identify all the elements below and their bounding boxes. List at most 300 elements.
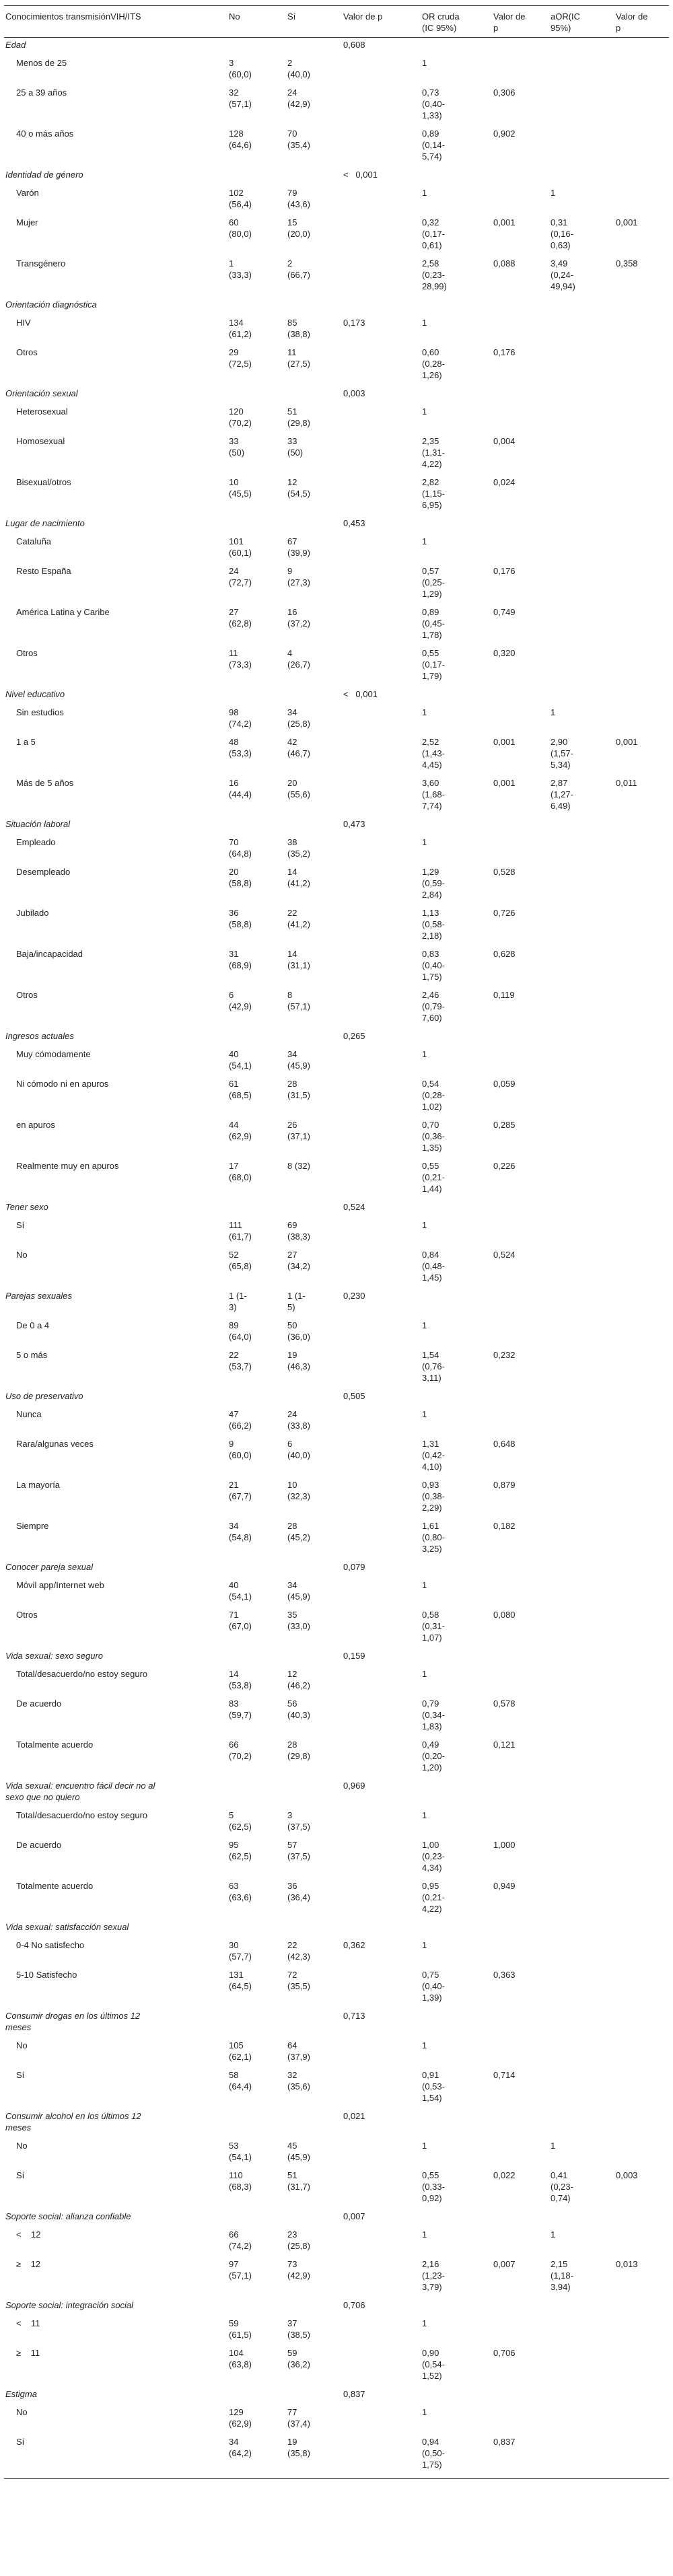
cell-or: 1 [422, 1409, 427, 1419]
cell-si: 72 (35,5) [287, 1970, 310, 1991]
cell-pvalue: 0,505 [343, 1391, 365, 1401]
cell-si: 79 (43,6) [287, 188, 310, 209]
row-label: Bisexual/otros [16, 477, 71, 487]
row-label: No [16, 2407, 28, 2417]
cell-no: 66 (70,2) [229, 1740, 252, 1761]
cell-or: 2,58 (0,23- 28,99) [422, 258, 447, 291]
cell-pvalue-or: 1,000 [493, 1840, 516, 1850]
row-label: De acuerdo [16, 1840, 62, 1850]
cell-si: 24 (33,8) [287, 1409, 310, 1431]
section-label: Identidad de género [5, 170, 83, 180]
cell-pvalue: < 0,001 [343, 170, 378, 180]
cell-si: 28 (31,5) [287, 1079, 310, 1100]
cell-or: 0,58 (0,31- 1,07) [422, 1610, 445, 1643]
cell-si: 33 (50) [287, 436, 304, 458]
cell-no: 129 (62,9) [229, 2407, 252, 2429]
row-label: Otros [16, 648, 38, 658]
cell-or: 0,79 (0,34- 1,83) [422, 1698, 445, 1731]
cell-si: 38 (35,2) [287, 837, 310, 859]
cell-pvalue-or: 0,902 [493, 129, 516, 139]
row-label: 5 o más [16, 1350, 48, 1360]
cell-or: 0,94 (0,50- 1,75) [422, 2437, 445, 2470]
cell-si: 23 (25,8) [287, 2229, 310, 2251]
cell-or: 1 [422, 1940, 427, 1950]
cell-or: 1,61 (0,80- 3,25) [422, 1521, 445, 1554]
row-label: Cataluña [16, 536, 52, 546]
cell-no: 104 (63,8) [229, 2348, 252, 2369]
cell-or: 0,84 (0,48- 1,45) [422, 1250, 445, 1283]
cell-pvalue: 0,362 [343, 1940, 365, 1950]
cell-si: 1 (1- 5) [287, 1291, 306, 1312]
header-rule [4, 37, 669, 38]
cell-si: 22 (42,3) [287, 1940, 310, 1962]
row-label: Otros [16, 990, 38, 1000]
row-label: Empleado [16, 837, 56, 847]
cell-pvalue-or: 0,001 [493, 778, 516, 788]
cell-no: 40 (54,1) [229, 1049, 252, 1071]
row-label: No [16, 1250, 28, 1260]
cell-si: 27 (34,2) [287, 1250, 310, 1271]
row-label: Otros [16, 347, 38, 357]
cell-aor: 1 [551, 2229, 556, 2240]
row-label: Más de 5 años [16, 778, 74, 788]
cell-si: 2 (66,7) [287, 258, 310, 280]
cell-no: 105 (62,1) [229, 2040, 252, 2062]
row-label: No [16, 2040, 28, 2050]
cell-si: 73 (42,9) [287, 2259, 310, 2281]
cell-si: 45 (45,9) [287, 2141, 310, 2162]
cell-no: 33 (50) [229, 436, 245, 458]
cell-or: 1 [422, 2040, 427, 2050]
cell-or: 1 [422, 2141, 427, 2151]
cell-si: 12 (46,2) [287, 1669, 310, 1690]
row-label: Varón [16, 188, 39, 198]
cell-or: 1 [422, 707, 427, 717]
row-label: Sí [16, 2170, 25, 2180]
cell-no: 34 (54,8) [229, 1521, 252, 1542]
cell-or: 1 [422, 1669, 427, 1679]
row-label: Totalmente acuerdo [16, 1740, 94, 1750]
row-label: 0-4 No satisfecho [16, 1940, 85, 1950]
row-label: ≥ 11 [16, 2348, 40, 2358]
cell-pvalue: 0,173 [343, 318, 365, 328]
cell-pvalue: 0,608 [343, 40, 365, 50]
cell-pvalue-or: 0,022 [493, 2170, 516, 2180]
cell-pvalue-or: 0,749 [493, 607, 516, 617]
cell-or: 0,93 (0,38- 2,29) [422, 1480, 445, 1513]
row-label: < 12 [16, 2229, 41, 2240]
cell-si: 50 (36,0) [287, 1320, 310, 1342]
cell-no: 6 (42,9) [229, 990, 252, 1011]
cell-pvalue-or: 0,001 [493, 737, 516, 747]
section-label: Ingresos actuales [5, 1031, 74, 1041]
cell-si: 77 (37,4) [287, 2407, 310, 2429]
cell-si: 14 (31,1) [287, 949, 310, 970]
cell-pvalue-or: 0,879 [493, 1480, 516, 1490]
cell-pvalue: < 0,001 [343, 689, 378, 699]
section-label: Nivel educativo [5, 689, 65, 699]
section-label: Lugar de nacimiento [5, 518, 85, 528]
cell-si: 37 (38,5) [287, 2318, 310, 2340]
cell-no: 61 (68,5) [229, 1079, 252, 1100]
cell-no: 128 (64,6) [229, 129, 252, 150]
cell-si: 67 (39,9) [287, 536, 310, 558]
cell-pvalue: 0,453 [343, 518, 365, 528]
row-label: Mujer [16, 217, 38, 227]
row-label: en apuros [16, 1120, 55, 1130]
cell-pvalue-or: 0,306 [493, 87, 516, 98]
section-label: Vida sexual: encuentro fácil decir no al sexo que no quiero [5, 1781, 155, 1802]
row-label: Jubilado [16, 908, 49, 918]
cell-or: 0,89 (0,45- 1,78) [422, 607, 445, 640]
section-label: Tener sexo [5, 1202, 48, 1212]
cell-pvalue: 0,079 [343, 1562, 365, 1572]
row-label: La mayoría [16, 1480, 61, 1490]
cell-si: 57 (37,5) [287, 1840, 310, 1861]
cell-pvalue-aor: 0,011 [616, 778, 637, 788]
row-label: Menos de 25 [16, 58, 67, 68]
cell-pvalue: 0,713 [343, 2011, 365, 2021]
cell-no: 101 (60,1) [229, 536, 252, 558]
cell-si: 28 (45,2) [287, 1521, 310, 1542]
row-label: Siempre [16, 1521, 49, 1531]
cell-no: 52 (65,8) [229, 1250, 252, 1271]
row-label: 25 a 39 años [16, 87, 67, 98]
cell-or: 1 [422, 1810, 427, 1820]
cell-pvalue-or: 0,706 [493, 2348, 516, 2358]
section-label: Situación laboral [5, 819, 71, 829]
cell-si: 8 (32) [287, 1161, 310, 1171]
header-col-pvalue: Valor de p [343, 11, 383, 22]
row-label: Otros [16, 1610, 38, 1620]
row-label: Totalmente acuerdo [16, 1881, 94, 1891]
section-label: Vida sexual: satisfacción sexual [5, 1922, 129, 1932]
cell-no: 110 (68,3) [229, 2170, 252, 2192]
cell-no: 32 (57,1) [229, 87, 252, 109]
cell-pvalue: 0,473 [343, 819, 365, 829]
cell-no: 1 (1- 3) [229, 1291, 247, 1312]
header-col-or: OR cruda (IC 95%) [422, 11, 460, 33]
cell-no: 3 (60,0) [229, 58, 252, 79]
cell-pvalue-or: 0,285 [493, 1120, 516, 1130]
section-label: Soporte social: alianza confiable [5, 2211, 131, 2221]
cell-si: 34 (45,9) [287, 1049, 310, 1071]
cell-or: 2,82 (1,15- 6,95) [422, 477, 445, 510]
cell-aor: 3,49 (0,24- 49,94) [551, 258, 575, 291]
row-label: Sin estudios [16, 707, 64, 717]
cell-or: 1 [422, 406, 427, 417]
row-label: Heterosexual [16, 406, 68, 417]
cell-or: 1 [422, 837, 427, 847]
cell-pvalue: 0,003 [343, 388, 365, 398]
cell-or: 1,31 (0,42- 4,10) [422, 1439, 445, 1472]
header-col-si: Sí [287, 11, 296, 22]
cell-or: 0,32 (0,17- 0,61) [422, 217, 445, 250]
cell-or: 0,83 (0,40- 1,75) [422, 949, 445, 982]
cell-aor: 2,90 (1,57- 5,34) [551, 737, 573, 770]
cell-pvalue-or: 0,176 [493, 347, 516, 357]
cell-pvalue-or: 0,628 [493, 949, 516, 959]
cell-pvalue: 0,706 [343, 2300, 365, 2310]
cell-si: 16 (37,2) [287, 607, 310, 629]
cell-no: 10 (45,5) [229, 477, 252, 499]
cell-pvalue-or: 0,949 [493, 1881, 516, 1891]
cell-pvalue-aor: 0,013 [616, 2259, 638, 2269]
cell-aor: 0,41 (0,23- 0,74) [551, 2170, 573, 2203]
section-label: Parejas sexuales [5, 1291, 72, 1301]
cell-no: 5 (62,5) [229, 1810, 252, 1832]
cell-no: 40 (54,1) [229, 1580, 252, 1602]
cell-pvalue-or: 0,837 [493, 2437, 516, 2447]
cell-no: 9 (60,0) [229, 1439, 252, 1460]
row-label: No [16, 2141, 28, 2151]
cell-pvalue-or: 0,080 [493, 1610, 516, 1620]
row-label: Baja/incapacidad [16, 949, 83, 959]
cell-si: 6 (40,0) [287, 1439, 310, 1460]
cell-si: 19 (35,8) [287, 2437, 310, 2458]
top-rule [4, 5, 669, 6]
cell-si: 15 (20,0) [287, 217, 310, 239]
cell-si: 11 (27,5) [287, 347, 310, 369]
row-label: Transgénero [16, 258, 66, 269]
row-label: < 11 [16, 2318, 40, 2328]
cell-or: 0,57 (0,25- 1,29) [422, 566, 445, 599]
cell-pvalue: 0,837 [343, 2389, 365, 2399]
cell-or: 0,75 (0,40- 1,39) [422, 1970, 445, 2003]
cell-si: 28 (29,8) [287, 1740, 310, 1761]
cell-si: 20 (55,6) [287, 778, 310, 799]
cell-pvalue: 0,265 [343, 1031, 365, 1041]
row-label: Realmente muy en apuros [16, 1161, 119, 1171]
cell-or: 1,13 (0,58- 2,18) [422, 908, 445, 941]
cell-pvalue-or: 0,024 [493, 477, 516, 487]
cell-no: 27 (62,8) [229, 607, 252, 629]
cell-pvalue-or: 0,320 [493, 648, 516, 658]
cell-or: 1 [422, 536, 427, 546]
cell-si: 51 (29,8) [287, 406, 310, 428]
section-label: Orientación diagnóstica [5, 299, 97, 310]
cell-no: 131 (64,5) [229, 1970, 252, 1991]
cell-no: 111 (61,7) [229, 1220, 252, 1242]
cell-pvalue-aor: 0,358 [616, 258, 638, 269]
section-label: Vida sexual: sexo seguro [5, 1651, 104, 1661]
cell-no: 44 (62,9) [229, 1120, 252, 1141]
cell-no: 134 (61,2) [229, 318, 252, 339]
cell-or: 0,55 (0,21- 1,44) [422, 1161, 445, 1194]
cell-pvalue: 0,007 [343, 2211, 365, 2221]
cell-si: 22 (41,2) [287, 908, 310, 929]
cell-pvalue-or: 0,714 [493, 2070, 516, 2080]
cell-pvalue-or: 0,524 [493, 1250, 516, 1260]
cell-si: 69 (38,3) [287, 1220, 310, 1242]
cell-or: 2,35 (1,31- 4,22) [422, 436, 445, 469]
cell-aor: 1 [551, 188, 556, 198]
cell-si: 32 (35,6) [287, 2070, 310, 2091]
cell-or: 1 [422, 2407, 427, 2417]
section-label: Consumir alcohol en los últimos 12 meses [5, 2111, 141, 2133]
row-label: De 0 a 4 [16, 1320, 50, 1330]
cell-no: 47 (66,2) [229, 1409, 252, 1431]
section-label: Soporte social: integración social [5, 2300, 134, 2310]
row-label: Sí [16, 1220, 25, 1230]
row-label: Homosexual [16, 436, 65, 446]
row-label: 40 o más años [16, 129, 74, 139]
cell-pvalue-or: 0,232 [493, 1350, 516, 1360]
cell-or: 0,55 (0,17- 1,79) [422, 648, 445, 681]
row-label: Nunca [16, 1409, 42, 1419]
cell-si: 8 (57,1) [287, 990, 310, 1011]
cell-no: 30 (57,7) [229, 1940, 252, 1962]
cell-no: 53 (54,1) [229, 2141, 252, 2162]
cell-pvalue-or: 0,088 [493, 258, 516, 269]
cell-aor: 1 [551, 707, 556, 717]
cell-no: 98 (74,2) [229, 707, 252, 729]
row-label: ≥ 12 [16, 2259, 41, 2269]
section-label: Conocer pareja sexual [5, 1562, 94, 1572]
section-label: Uso de preservativo [5, 1391, 83, 1401]
cell-si: 34 (25,8) [287, 707, 310, 729]
cell-no: 22 (53,7) [229, 1350, 252, 1371]
cell-pvalue-or: 0,726 [493, 908, 516, 918]
section-label: Estigma [5, 2389, 37, 2399]
cell-si: 24 (42,9) [287, 87, 310, 109]
row-label: HIV [16, 318, 31, 328]
row-label: Resto España [16, 566, 71, 576]
cell-no: 59 (61,5) [229, 2318, 252, 2340]
cell-no: 95 (62,5) [229, 1840, 252, 1861]
cell-or: 0,55 (0,33- 0,92) [422, 2170, 445, 2203]
header-col-pvalue-or: Valor de p [493, 11, 526, 33]
cell-or: 0,49 (0,20- 1,20) [422, 1740, 445, 1773]
cell-no: 1 (33,3) [229, 258, 252, 280]
cell-or: 1 [422, 2318, 427, 2328]
cell-si: 9 (27,3) [287, 566, 310, 587]
cell-or: 0,95 (0,21- 4,22) [422, 1881, 445, 1914]
cell-or: 1 [422, 318, 427, 328]
header-col-pvalue-aor: Valor de p [616, 11, 648, 33]
cell-pvalue-or: 0,001 [493, 217, 516, 227]
cell-or: 0,91 (0,53- 1,54) [422, 2070, 445, 2103]
row-label: Muy cómodamente [16, 1049, 91, 1059]
cell-si: 4 (26,7) [287, 648, 310, 670]
cell-or: 1,00 (0,23- 4,34) [422, 1840, 445, 1873]
cell-pvalue-or: 0,648 [493, 1439, 516, 1449]
header-col-no: No [229, 11, 240, 22]
cell-pvalue: 0,021 [343, 2111, 365, 2121]
section-label: Consumir drogas en los últimos 12 meses [5, 2011, 141, 2032]
cell-no: 36 (58,8) [229, 908, 252, 929]
cell-no: 89 (64,0) [229, 1320, 252, 1342]
row-label: De acuerdo [16, 1698, 62, 1709]
cell-pvalue-or: 0,528 [493, 867, 516, 877]
cell-no: 11 (73,3) [229, 648, 252, 670]
cell-pvalue-or: 0,007 [493, 2259, 516, 2269]
cell-no: 14 (53,8) [229, 1669, 252, 1690]
cell-si: 26 (37,1) [287, 1120, 310, 1141]
cell-pvalue: 0,230 [343, 1291, 365, 1301]
row-label: América Latina y Caribe [16, 607, 110, 617]
cell-no: 66 (74,2) [229, 2229, 252, 2251]
cell-no: 20 (58,8) [229, 867, 252, 888]
cell-aor: 1 [551, 2141, 556, 2151]
cell-si: 36 (36,4) [287, 1881, 310, 1902]
cell-si: 35 (33,0) [287, 1610, 310, 1631]
cell-pvalue-or: 0,176 [493, 566, 516, 576]
cell-si: 42 (46,7) [287, 737, 310, 758]
cell-si: 14 (41,2) [287, 867, 310, 888]
cell-pvalue-or: 0,121 [493, 1740, 516, 1750]
cell-or: 2,46 (0,79- 7,60) [422, 990, 445, 1023]
cell-no: 60 (80,0) [229, 217, 252, 239]
cell-no: 48 (53,3) [229, 737, 252, 758]
cell-pvalue-aor: 0,001 [616, 737, 638, 747]
cell-pvalue-or: 0,578 [493, 1698, 516, 1709]
cell-no: 63 (63,6) [229, 1881, 252, 1902]
row-label: 1 a 5 [16, 737, 36, 747]
cell-pvalue-or: 0,226 [493, 1161, 516, 1171]
cell-no: 24 (72,7) [229, 566, 252, 587]
cell-or: 1,29 (0,59- 2,84) [422, 867, 445, 900]
cell-or: 0,60 (0,28- 1,26) [422, 347, 445, 380]
cell-si: 85 (38,8) [287, 318, 310, 339]
cell-or: 1 [422, 1049, 427, 1059]
cell-or: 0,73 (0,40- 1,33) [422, 87, 445, 120]
cell-pvalue-aor: 0,001 [616, 217, 638, 227]
cell-pvalue-or: 0,363 [493, 1970, 516, 1980]
cell-no: 29 (72,5) [229, 347, 252, 369]
cell-pvalue-or: 0,059 [493, 1079, 516, 1089]
row-label: Sí [16, 2070, 25, 2080]
cell-no: 70 (64,8) [229, 837, 252, 859]
cell-si: 51 (31,7) [287, 2170, 310, 2192]
row-label: 5-10 Satisfecho [16, 1970, 77, 1980]
cell-or: 0,54 (0,28- 1,02) [422, 1079, 445, 1112]
cell-or: 1 [422, 1320, 427, 1330]
cell-aor: 0,31 (0,16- 0,63) [551, 217, 573, 250]
cell-no: 97 (57,1) [229, 2259, 252, 2281]
cell-si: 70 (35,4) [287, 129, 310, 150]
cell-si: 59 (36,2) [287, 2348, 310, 2369]
cell-no: 120 (70,2) [229, 406, 252, 428]
cell-si: 3 (37,5) [287, 1810, 310, 1832]
cell-or: 1 [422, 2229, 427, 2240]
cell-si: 10 (32,3) [287, 1480, 310, 1501]
row-label: Total/desacuerdo/no estoy seguro [16, 1810, 148, 1820]
table-header [0, 0, 673, 43]
row-label: Sí [16, 2437, 25, 2447]
cell-no: 31 (68,9) [229, 949, 252, 970]
cell-or: 1 [422, 58, 427, 68]
cell-pvalue-aor: 0,003 [616, 2170, 638, 2180]
cell-no: 83 (59,7) [229, 1698, 252, 1720]
cell-aor: 2,87 (1,27- 6,49) [551, 778, 573, 811]
cell-or: 1 [422, 1580, 427, 1590]
cell-no: 102 (56,4) [229, 188, 252, 209]
cell-si: 12 (54,5) [287, 477, 310, 499]
cell-no: 21 (67,7) [229, 1480, 252, 1501]
header-col-variable: Conocimientos transmisiónVIH/ITS [5, 11, 141, 22]
cell-or: 0,90 (0,54- 1,52) [422, 2348, 445, 2381]
row-label: Rara/algunas veces [16, 1439, 94, 1449]
cell-no: 71 (67,0) [229, 1610, 252, 1631]
cell-no: 16 (44,4) [229, 778, 252, 799]
cell-pvalue-or: 0,004 [493, 436, 516, 446]
row-label: Total/desacuerdo/no estoy seguro [16, 1669, 148, 1679]
cell-si: 34 (45,9) [287, 1580, 310, 1602]
cell-si: 64 (37,9) [287, 2040, 310, 2062]
row-label: Móvil app/Internet web [16, 1580, 104, 1590]
cell-or: 0,70 (0,36- 1,35) [422, 1120, 445, 1153]
